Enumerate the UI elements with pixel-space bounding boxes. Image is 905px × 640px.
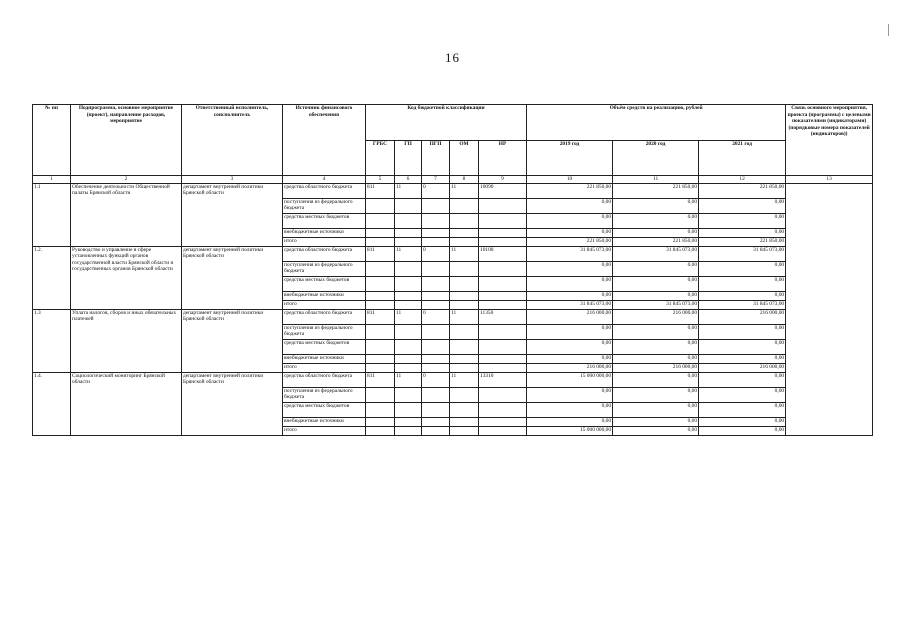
code-empty — [450, 213, 479, 228]
amount-2021: 0,00 — [699, 324, 786, 339]
amount-2019: 0,00 — [527, 387, 613, 402]
amount-2020: 0,00 — [613, 228, 699, 237]
source-cell: средства областного бюджета — [283, 246, 366, 261]
amount-2021: 0,00 — [699, 198, 786, 213]
code-empty — [422, 261, 450, 276]
amount-2019: 0,00 — [527, 213, 613, 228]
amount-2021: 216 000,00 — [699, 309, 786, 324]
index-cell: 10 — [527, 176, 613, 184]
code-empty — [422, 363, 450, 372]
header-executor: Ответственный исполнитель, соисполнитель — [182, 105, 283, 176]
header-amounts: Объём средств на реализацию, рублей — [527, 105, 786, 141]
code-empty — [479, 363, 527, 372]
amount-2021: 0,00 — [699, 372, 786, 387]
amount-2020: 0,00 — [613, 324, 699, 339]
code-gp: 11 — [395, 309, 422, 324]
row-executor: департамент внутренней политики Брянской области — [182, 246, 283, 309]
header-row-top — [33, 105, 873, 141]
code-empty — [395, 426, 422, 435]
code-nr: 11350 — [479, 309, 527, 324]
source-cell: средства областного бюджета — [283, 309, 366, 324]
code-empty — [422, 291, 450, 300]
amount-2019: 31 845 073,00 — [527, 246, 613, 261]
row-name: Социологический мониторинг Брянской области — [71, 372, 182, 435]
source-cell: внебюджетные источники — [283, 291, 366, 300]
amount-2019: 15 000 000,00 — [527, 426, 613, 435]
code-empty — [479, 261, 527, 276]
header-source: Источник финансового обеспечения — [283, 105, 366, 176]
code-grbs: 811 — [366, 183, 395, 198]
amount-2021: 0,00 — [699, 387, 786, 402]
amount-2021: 0,00 — [699, 354, 786, 363]
index-cell: 6 — [395, 176, 422, 184]
code-pgp: 0 — [422, 246, 450, 261]
amount-2021: 0,00 — [699, 291, 786, 300]
amount-2021: 31 845 073,00 — [699, 246, 786, 261]
amount-2020: 0,00 — [613, 213, 699, 228]
code-empty — [422, 387, 450, 402]
header-pgp: ПГП — [422, 140, 450, 176]
code-empty — [366, 213, 395, 228]
amount-2020: 0,00 — [613, 402, 699, 417]
source-cell: средства местных бюджетов — [283, 339, 366, 354]
code-grbs: 811 — [366, 246, 395, 261]
code-empty — [366, 276, 395, 291]
amount-2021: 0,00 — [699, 417, 786, 426]
code-empty — [450, 261, 479, 276]
code-empty — [479, 291, 527, 300]
table-row — [33, 372, 873, 387]
amount-2019: 0,00 — [527, 291, 613, 300]
amount-2020: 221 850,00 — [613, 183, 699, 198]
code-empty — [366, 387, 395, 402]
table-row — [33, 183, 873, 198]
table-row — [33, 246, 873, 261]
amount-2021: 0,00 — [699, 339, 786, 354]
code-empty — [422, 426, 450, 435]
code-empty — [479, 228, 527, 237]
amount-2020: 0,00 — [613, 198, 699, 213]
amount-2019: 0,00 — [527, 228, 613, 237]
source-cell: итого — [283, 363, 366, 372]
code-gp: 11 — [395, 372, 422, 387]
amount-2020: 0,00 — [613, 354, 699, 363]
code-empty — [450, 291, 479, 300]
code-empty — [366, 354, 395, 363]
header-link: Связь основного мероприятия, проекта (программы) с целевыми показателями (индикаторами) (порядковые номера показателей (индикаторов)) — [786, 105, 873, 176]
header-no: № пп — [33, 105, 71, 176]
code-empty — [450, 426, 479, 435]
row-number: 1.1 — [33, 183, 71, 246]
code-empty — [395, 324, 422, 339]
code-empty — [450, 276, 479, 291]
code-empty — [450, 228, 479, 237]
source-cell: поступления из федерального бюджета — [283, 198, 366, 213]
code-empty — [395, 198, 422, 213]
code-empty — [479, 213, 527, 228]
index-cell: 2 — [71, 176, 182, 184]
index-cell: 7 — [422, 176, 450, 184]
source-cell: средства областного бюджета — [283, 183, 366, 198]
row-number: 1.2. — [33, 246, 71, 309]
code-empty — [366, 363, 395, 372]
row-executor: департамент внутренней политики Брянской области — [182, 372, 283, 435]
header-year-2021: 2021 год — [699, 140, 786, 176]
row-number: 1.4. — [33, 372, 71, 435]
amount-2019: 15 000 000,00 — [527, 372, 613, 387]
amount-2021: 31 845 073,00 — [699, 300, 786, 309]
amount-2020: 0,00 — [613, 387, 699, 402]
page-number: 16 — [445, 50, 460, 65]
code-empty — [366, 426, 395, 435]
code-om: 11 — [450, 246, 479, 261]
source-cell: поступления из федерального бюджета — [283, 324, 366, 339]
row-executor: департамент внутренней политики Брянской области — [182, 183, 283, 246]
code-gp: 11 — [395, 246, 422, 261]
code-grbs: 811 — [366, 372, 395, 387]
code-nr: 10100 — [479, 246, 527, 261]
code-empty — [395, 291, 422, 300]
code-grbs: 811 — [366, 309, 395, 324]
code-empty — [479, 426, 527, 435]
code-empty — [479, 387, 527, 402]
amount-2020: 0,00 — [613, 372, 699, 387]
amount-2021: 0,00 — [699, 402, 786, 417]
code-empty — [395, 213, 422, 228]
header-om: ОМ — [450, 140, 479, 176]
header-kbk: Код бюджетной классификации — [366, 105, 527, 141]
amount-2021: 0,00 — [699, 426, 786, 435]
source-cell: средства местных бюджетов — [283, 213, 366, 228]
amount-2019: 0,00 — [527, 276, 613, 291]
source-cell: средства областного бюджета — [283, 372, 366, 387]
code-pgp: 0 — [422, 309, 450, 324]
header-name: Подпрограмма, основное мероприятие (проект), направление расходов, мероприятие — [71, 105, 182, 176]
code-pgp: 0 — [422, 372, 450, 387]
source-cell: поступления из федерального бюджета — [283, 261, 366, 276]
code-empty — [422, 237, 450, 246]
code-empty — [479, 276, 527, 291]
budget-table — [32, 104, 873, 436]
code-empty — [366, 198, 395, 213]
source-cell: средства местных бюджетов — [283, 402, 366, 417]
header-nr: НР — [479, 140, 527, 176]
code-om: 11 — [450, 309, 479, 324]
code-empty — [450, 387, 479, 402]
row-name: Обеспечение деятельности Общественной палаты Брянской области — [71, 183, 182, 246]
column-index-row — [33, 176, 873, 184]
amount-2019: 0,00 — [527, 198, 613, 213]
amount-2021: 221 850,00 — [699, 237, 786, 246]
code-empty — [395, 417, 422, 426]
code-empty — [450, 300, 479, 309]
index-cell: 13 — [786, 176, 873, 184]
code-empty — [395, 228, 422, 237]
code-empty — [479, 417, 527, 426]
code-empty — [366, 300, 395, 309]
index-cell: 3 — [182, 176, 283, 184]
code-empty — [395, 402, 422, 417]
index-cell: 4 — [283, 176, 366, 184]
code-empty — [450, 354, 479, 363]
code-empty — [479, 402, 527, 417]
amount-2021: 0,00 — [699, 228, 786, 237]
row-name: Уплата налогов, сборов и иных обязательных платежей — [71, 309, 182, 372]
code-empty — [422, 228, 450, 237]
code-empty — [450, 198, 479, 213]
code-empty — [395, 237, 422, 246]
source-cell: внебюджетные источники — [283, 228, 366, 237]
code-empty — [395, 339, 422, 354]
code-empty — [479, 198, 527, 213]
code-empty — [366, 417, 395, 426]
code-om: 11 — [450, 183, 479, 198]
amount-2019: 221 850,00 — [527, 183, 613, 198]
code-nr: 10090 — [479, 183, 527, 198]
code-empty — [395, 387, 422, 402]
amount-2019: 31 845 073,00 — [527, 300, 613, 309]
amount-2020: 216 000,00 — [613, 309, 699, 324]
code-empty — [450, 363, 479, 372]
amount-2019: 0,00 — [527, 402, 613, 417]
amount-2019: 216 000,00 — [527, 309, 613, 324]
header-grbs: ГРБС — [366, 140, 395, 176]
code-empty — [395, 300, 422, 309]
index-cell: 1 — [33, 176, 71, 184]
amount-2021: 0,00 — [699, 276, 786, 291]
code-empty — [479, 339, 527, 354]
code-nr: 13310 — [479, 372, 527, 387]
code-empty — [366, 291, 395, 300]
code-empty — [450, 324, 479, 339]
header-year-2019: 2019 год — [527, 140, 613, 176]
amount-2021: 0,00 — [699, 261, 786, 276]
code-empty — [479, 237, 527, 246]
amount-2020: 0,00 — [613, 426, 699, 435]
header-year-2020: 2020 год — [613, 140, 699, 176]
code-empty — [479, 354, 527, 363]
code-empty — [366, 237, 395, 246]
code-om: 11 — [450, 372, 479, 387]
amount-2019: 0,00 — [527, 324, 613, 339]
code-empty — [422, 339, 450, 354]
code-empty — [450, 402, 479, 417]
code-empty — [366, 402, 395, 417]
index-cell: 9 — [479, 176, 527, 184]
amount-2020: 0,00 — [613, 339, 699, 354]
amount-2019: 221 850,00 — [527, 237, 613, 246]
code-empty — [366, 339, 395, 354]
amount-2021: 216 000,00 — [699, 363, 786, 372]
row-number: 1.3 — [33, 309, 71, 372]
code-empty — [366, 228, 395, 237]
code-empty — [422, 417, 450, 426]
code-empty — [450, 237, 479, 246]
index-cell: 5 — [366, 176, 395, 184]
code-empty — [450, 417, 479, 426]
code-empty — [395, 276, 422, 291]
amount-2020: 31 845 073,00 — [613, 300, 699, 309]
code-empty — [422, 300, 450, 309]
row-executor: департамент внутренней политики Брянской области — [182, 309, 283, 372]
amount-2020: 0,00 — [613, 261, 699, 276]
code-empty — [479, 300, 527, 309]
code-empty — [479, 324, 527, 339]
amount-2020: 221 850,00 — [613, 237, 699, 246]
amount-2021: 0,00 — [699, 213, 786, 228]
amount-2019: 0,00 — [527, 339, 613, 354]
code-empty — [422, 213, 450, 228]
code-empty — [422, 198, 450, 213]
code-empty — [366, 261, 395, 276]
code-empty — [395, 354, 422, 363]
table-body — [33, 183, 873, 435]
source-cell: итого — [283, 237, 366, 246]
source-cell: итого — [283, 300, 366, 309]
amount-2019: 0,00 — [527, 354, 613, 363]
code-pgp: 0 — [422, 183, 450, 198]
code-empty — [450, 339, 479, 354]
code-empty — [395, 261, 422, 276]
amount-2019: 0,00 — [527, 261, 613, 276]
source-cell: средства местных бюджетов — [283, 276, 366, 291]
code-empty — [422, 276, 450, 291]
source-cell: поступления из федерального бюджета — [283, 387, 366, 402]
amount-2020: 0,00 — [613, 291, 699, 300]
amount-2020: 31 845 073,00 — [613, 246, 699, 261]
source-cell: итого — [283, 426, 366, 435]
amount-2020: 0,00 — [613, 276, 699, 291]
source-cell: внебюджетные источники — [283, 417, 366, 426]
amount-2020: 216 000,00 — [613, 363, 699, 372]
link-cell — [786, 183, 873, 435]
row-name: Руководство и управление в сфере установленных функций органов государственной власти Брянской области и государственных органов Брянской области — [71, 246, 182, 309]
scan-edge-mark — [888, 24, 889, 36]
index-cell: 11 — [613, 176, 699, 184]
code-empty — [422, 354, 450, 363]
code-empty — [422, 402, 450, 417]
code-empty — [395, 363, 422, 372]
amount-2019: 216 000,00 — [527, 363, 613, 372]
index-cell: 12 — [699, 176, 786, 184]
amount-2019: 0,00 — [527, 417, 613, 426]
amount-2020: 0,00 — [613, 417, 699, 426]
header-gp: ГП — [395, 140, 422, 176]
code-empty — [422, 324, 450, 339]
code-gp: 11 — [395, 183, 422, 198]
index-cell: 8 — [450, 176, 479, 184]
code-empty — [366, 324, 395, 339]
amount-2021: 221 850,00 — [699, 183, 786, 198]
source-cell: внебюджетные источники — [283, 354, 366, 363]
table-row — [33, 309, 873, 324]
